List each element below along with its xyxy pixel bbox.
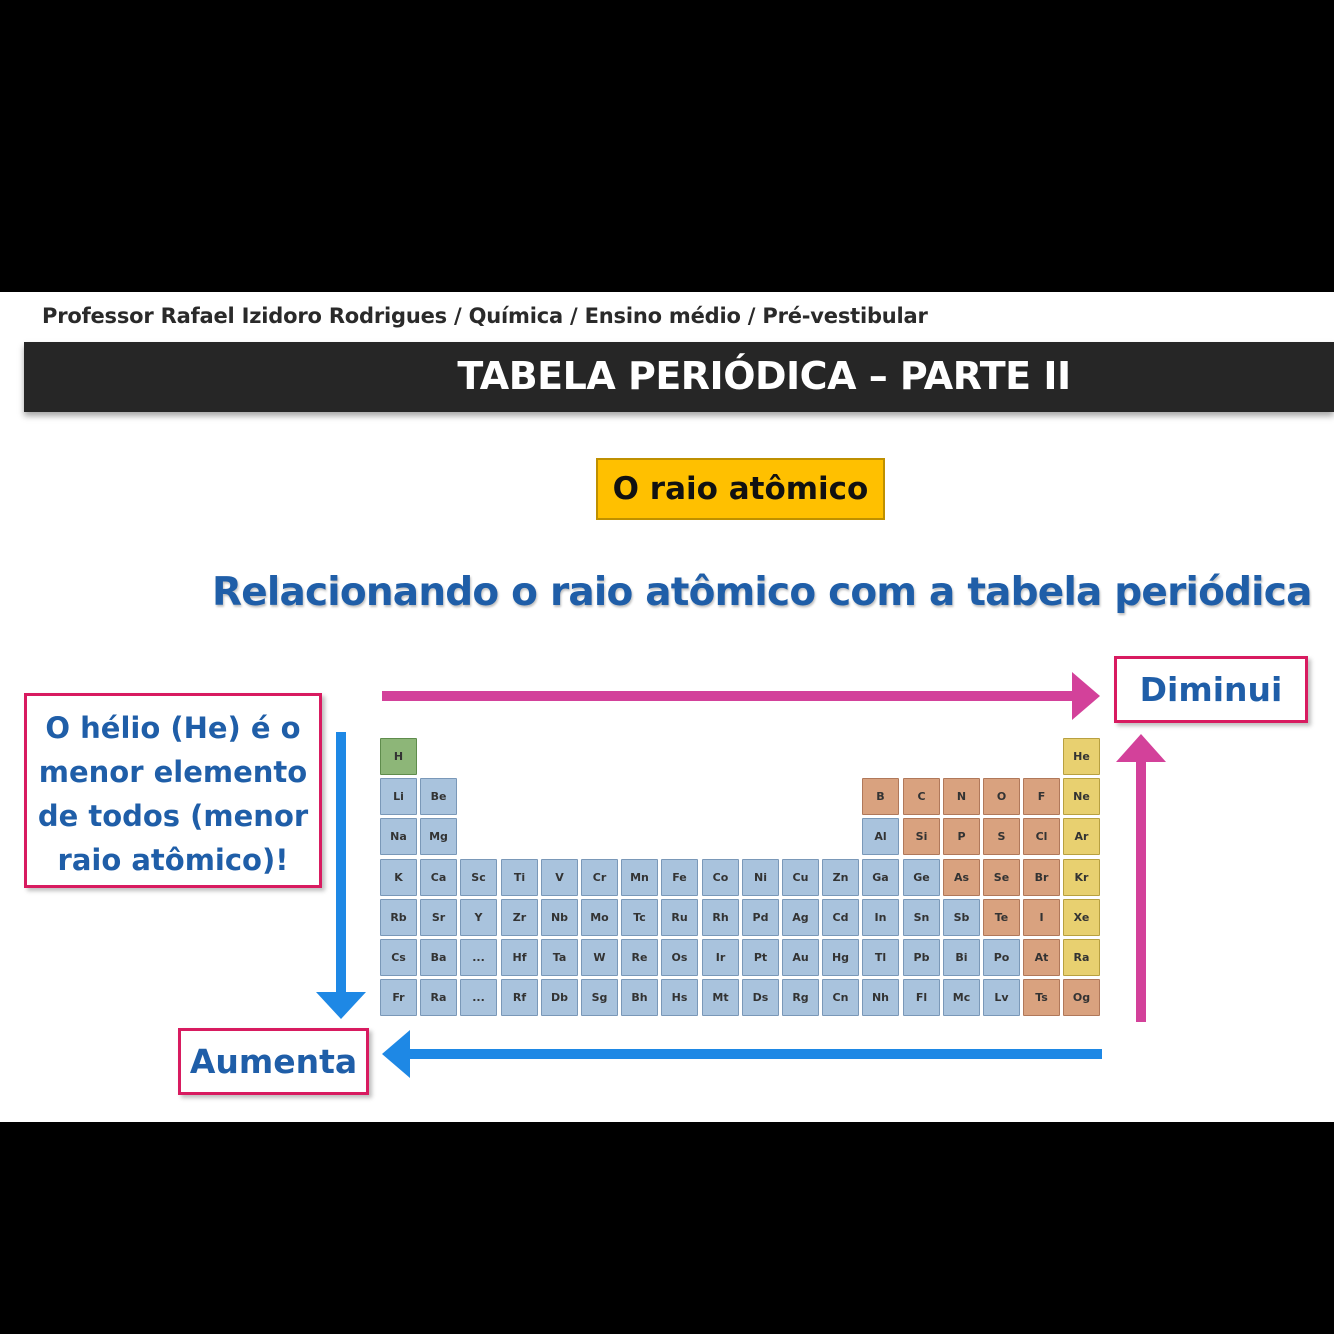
element-cell: Pd (742, 899, 779, 936)
element-cell: He (1063, 738, 1100, 775)
element-cell: P (943, 818, 980, 855)
element-cell: H (380, 738, 417, 775)
element-cell: W (581, 939, 618, 976)
element-cell: Hs (661, 979, 698, 1016)
element-cell: Be (420, 778, 457, 815)
element-cell: Ir (702, 939, 739, 976)
element-cell: Zr (501, 899, 538, 936)
element-cell: Fr (380, 979, 417, 1016)
element-cell: As (943, 859, 980, 896)
element-cell: Mc (943, 979, 980, 1016)
element-cell: S (983, 818, 1020, 855)
element-cell: C (903, 778, 940, 815)
element-cell: Nh (862, 979, 899, 1016)
slide (0, 292, 1334, 1122)
element-cell: Y (460, 899, 497, 936)
element-cell: Ge (903, 859, 940, 896)
element-cell: Ni (742, 859, 779, 896)
element-cell: Li (380, 778, 417, 815)
element-cell: Ag (782, 899, 819, 936)
element-cell: In (862, 899, 899, 936)
note-line: menor elemento (38, 755, 308, 789)
element-cell: Mo (581, 899, 618, 936)
element-cell: Mt (702, 979, 739, 1016)
element-cell: Ts (1023, 979, 1060, 1016)
element-cell: Rf (501, 979, 538, 1016)
element-cell: Sn (903, 899, 940, 936)
element-cell: Tc (621, 899, 658, 936)
note-line: O hélio (He) é o (45, 711, 301, 745)
element-cell: Cs (380, 939, 417, 976)
element-cell: I (1023, 899, 1060, 936)
element-cell: Zn (822, 859, 859, 896)
element-cell: Ti (501, 859, 538, 896)
increase-label: Aumenta (178, 1028, 369, 1095)
element-cell: Cn (822, 979, 859, 1016)
element-cell: Co (702, 859, 739, 896)
element-cell: Au (782, 939, 819, 976)
element-cell: Bi (943, 939, 980, 976)
element-cell: Hg (822, 939, 859, 976)
section-subtitle: Relacionando o raio atômico com a tabela periódica (212, 570, 1312, 615)
element-cell: Ga (862, 859, 899, 896)
element-cell: Te (983, 899, 1020, 936)
element-cell: Tl (862, 939, 899, 976)
element-cell: Sr (420, 899, 457, 936)
element-cell: Al (862, 818, 899, 855)
element-cell: Mg (420, 818, 457, 855)
element-cell: Br (1023, 859, 1060, 896)
element-cell: Db (541, 979, 578, 1016)
element-cell: V (541, 859, 578, 896)
element-cell: Rh (702, 899, 739, 936)
element-cell: Sb (943, 899, 980, 936)
element-cell: N (943, 778, 980, 815)
element-cell: Pt (742, 939, 779, 976)
element-cell: At (1023, 939, 1060, 976)
element-cell: K (380, 859, 417, 896)
element-cell: Cl (1023, 818, 1060, 855)
note-line: de todos (menor (37, 799, 309, 833)
decrease-label: Diminui (1114, 656, 1308, 723)
element-cell: ... (460, 979, 497, 1016)
element-cell: Nb (541, 899, 578, 936)
element-cell: Ds (742, 979, 779, 1016)
element-cell: F (1023, 778, 1060, 815)
element-cell: Bh (621, 979, 658, 1016)
element-cell: Os (661, 939, 698, 976)
element-cell: Ra (420, 979, 457, 1016)
topic-badge: O raio atômico (596, 458, 885, 520)
element-cell: Rg (782, 979, 819, 1016)
element-cell: Fl (903, 979, 940, 1016)
element-cell: Cr (581, 859, 618, 896)
element-cell: Kr (1063, 859, 1100, 896)
element-cell: Ta (541, 939, 578, 976)
element-cell: Xe (1063, 899, 1100, 936)
element-cell: Se (983, 859, 1020, 896)
element-cell: Ba (420, 939, 457, 976)
element-cell: Pb (903, 939, 940, 976)
element-cell: Ne (1063, 778, 1100, 815)
element-cell: B (862, 778, 899, 815)
element-cell: Sc (460, 859, 497, 896)
element-cell: Re (621, 939, 658, 976)
element-cell: Hf (501, 939, 538, 976)
element-cell: Po (983, 939, 1020, 976)
element-cell: Na (380, 818, 417, 855)
element-cell: Lv (983, 979, 1020, 1016)
element-cell: Ar (1063, 818, 1100, 855)
note-line: raio atômico)! (57, 843, 289, 877)
element-cell: Si (903, 818, 940, 855)
element-cell: Ra (1063, 939, 1100, 976)
element-cell: Sg (581, 979, 618, 1016)
page-title: TABELA PERIÓDICA – PARTE II (457, 354, 1071, 398)
element-cell: Ca (420, 859, 457, 896)
author-line: Professor Rafael Izidoro Rodrigues / Química / Ensino médio / Pré-vestibular (42, 304, 928, 328)
helium-note (24, 693, 322, 888)
element-cell: Mn (621, 859, 658, 896)
element-cell: Og (1063, 979, 1100, 1016)
element-cell: Ru (661, 899, 698, 936)
element-cell: Cd (822, 899, 859, 936)
element-cell: Cu (782, 859, 819, 896)
element-cell: ... (460, 939, 497, 976)
element-cell: Fe (661, 859, 698, 896)
element-cell: Rb (380, 899, 417, 936)
element-cell: O (983, 778, 1020, 815)
